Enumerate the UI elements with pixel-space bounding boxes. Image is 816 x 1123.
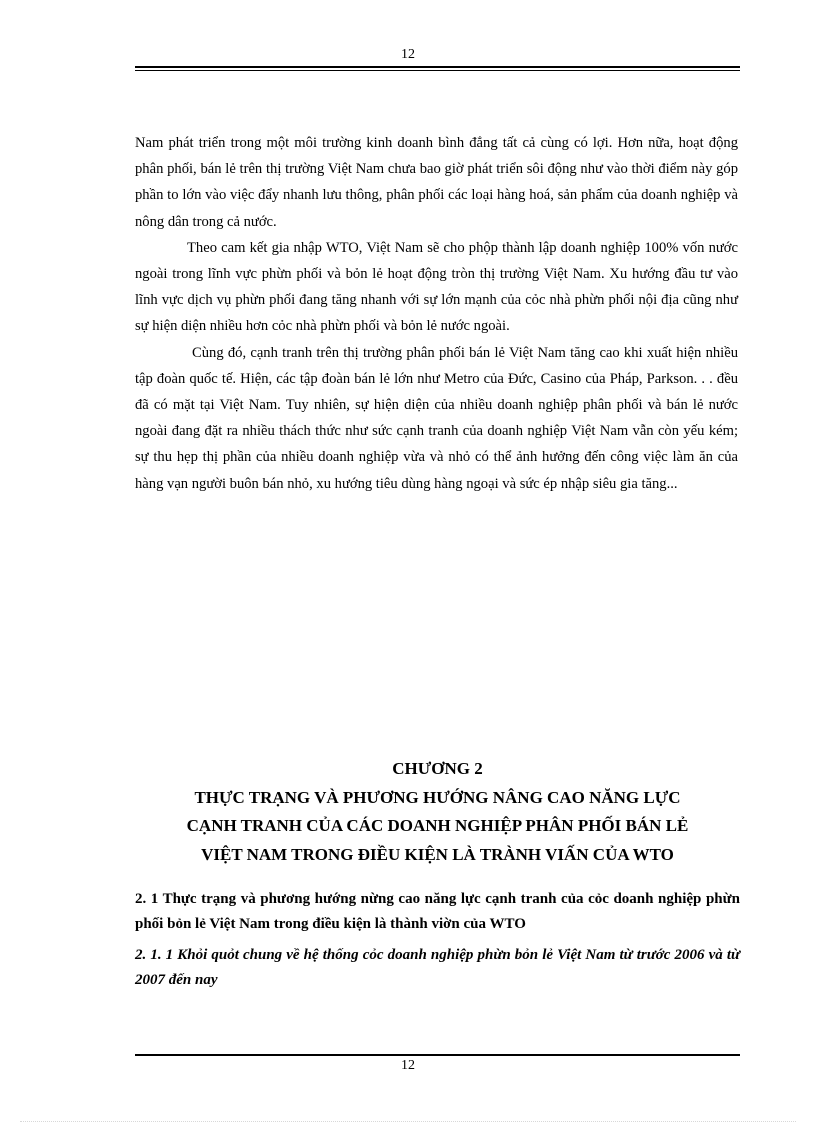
paragraph-wto-commitment: Theo cam kết gia nhập WTO, Việt Nam sẽ cho phộp thành lập doanh nghiệp 100% vốn nước ngoài trong lĩnh vực phừn phối và bỏn lẻ hoạt động tròn thị trường Việt Nam. Xu hướng đầu tư vào lĩnh vực dịch vụ phừn phối đang tăng nhanh với sự lớn mạnh của cỏc nhà phừn phối nội địa cũng như sự hiện diện nhiều hơn cỏc nhà phừn phối và bỏn lẻ nước ngoài.: [135, 239, 738, 335]
body-text: [135, 130, 738, 497]
subsection-heading: 2. 1. 1 Khỏi quỏt chung về hệ thống cỏc doanh nghiệp phừn bỏn lẻ Việt Nam từ trước 2006 và từ 2007 đến nay: [135, 947, 740, 988]
chapter-title-line-2: CẠNH TRANH CỦA CÁC DOANH NGHIỆP PHÂN PHỐI BÁN LẺ: [186, 816, 689, 835]
header-rule-thick: [135, 66, 740, 68]
footer-rule: [135, 1054, 740, 1056]
header-page-number: 12: [401, 47, 415, 62]
header-rule-thin: [135, 70, 740, 71]
page-edge-dotted-line: [20, 1121, 796, 1122]
paragraph-continuation: Nam phát triển trong một môi trường kinh doanh bình đẳng tất cả cùng có lợi. Hơn nữa, hoạt động phân phối, bán lẻ trên thị trường Việt Nam chưa bao giờ phát triển sôi động như vào thời điểm này góp phần to lớn vào việc đẩy nhanh lưu thông, phân phối các loại hàng hoá, sản phẩm của doanh nghiệp và nông dân trong cả nước.: [135, 135, 738, 230]
paragraph-competition: Cùng đó, cạnh tranh trên thị trường phân phối bán lẻ Việt Nam tăng cao khi xuất hiện nhiều tập đoàn quốc tế. Hiện, các tập đoàn bán lẻ lớn như Metro của Đức, Casino của Pháp, Parkson. . . đều đã có mặt tại Việt Nam. Tuy nhiên, sự hiện diện của nhiều doanh nghiệp phân phối và bán lẻ nước ngoài đang đặt ra nhiều thách thức như sức cạnh tranh của doanh nghiệp Việt Nam vẫn còn yếu kém; sự thu hẹp thị phần của nhiều doanh nghiệp vừa và nhỏ có thể ảnh hưởng đến công việc làm ăn của hàng vạn người buôn bán nhỏ, xu hướng tiêu dùng hàng ngoại và sức ép nhập siêu gia tăng...: [135, 344, 738, 492]
section-heading: 2. 1 Thực trạng và phương hướng nừng cao năng lực cạnh tranh của cỏc doanh nghiệp phừn phối bỏn lẻ Việt Nam trong điều kiện là thành viờn của WTO: [135, 891, 740, 932]
footer-page-number: 12: [401, 1058, 415, 1073]
chapter-title-line-1: THỰC TRẠNG VÀ PHƯƠNG HƯỚNG NÂNG CAO NĂNG LỰC: [194, 787, 681, 807]
chapter-title-line-3: VIỆT NAM TRONG ĐIỀU KIỆN LÀ TRÀNH VIẤN CỦA WTO: [201, 844, 674, 864]
chapter-heading: [135, 755, 740, 869]
chapter-number: CHƯƠNG 2: [392, 759, 483, 778]
